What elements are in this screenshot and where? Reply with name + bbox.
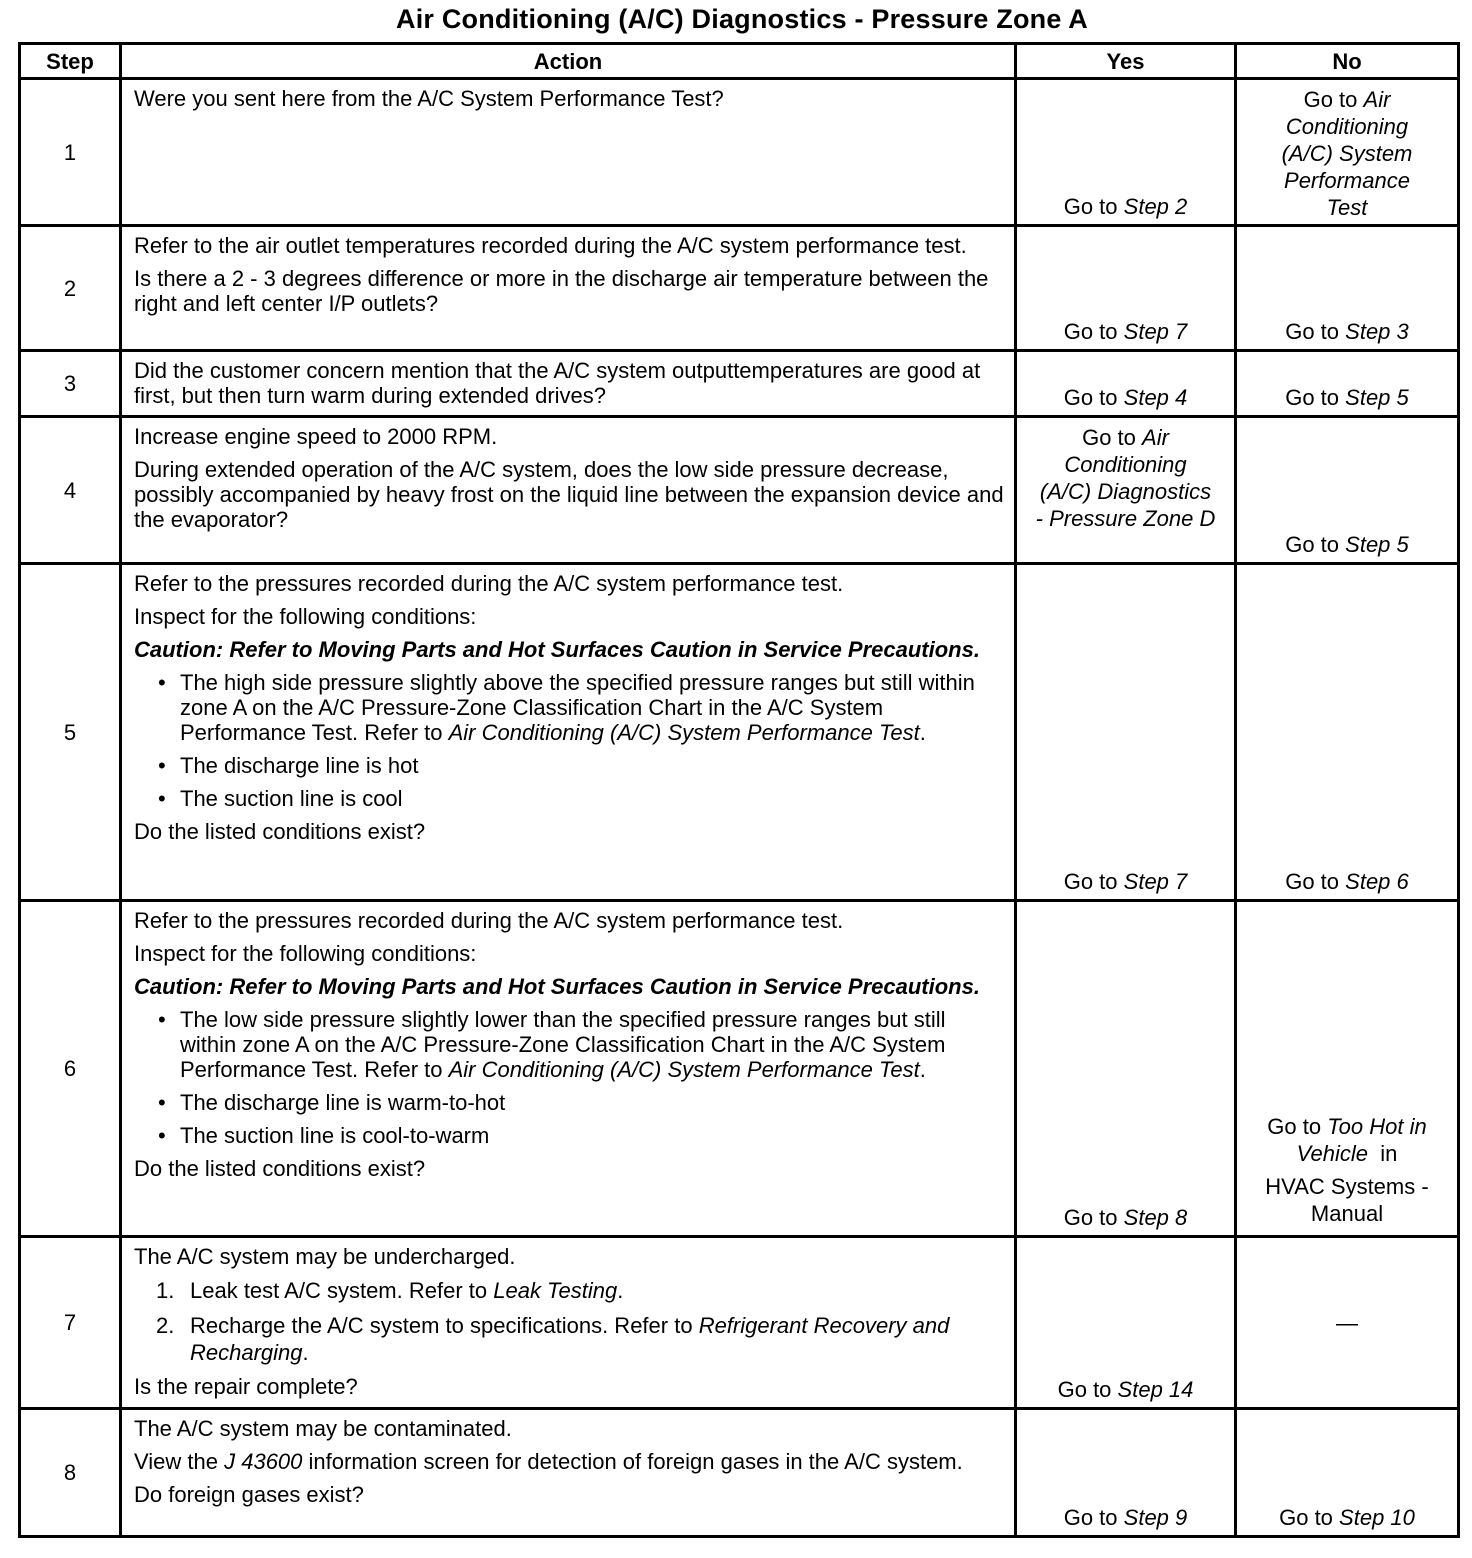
action-cell: [121, 351, 1016, 417]
action-text-part: information screen for detection of foreign gases in the A/C system.: [302, 1449, 963, 1474]
caution-text: Caution: Refer to Moving Parts and Hot Surfaces Caution: [134, 637, 738, 662]
yes-link-line: (A/C) Diagnostics: [1039, 479, 1212, 504]
tool-link[interactable]: J 43600: [224, 1449, 303, 1474]
no-text: in: [1380, 1141, 1398, 1166]
go-to-text: Go to: [1063, 1505, 1118, 1530]
yes-link-line: Conditioning: [1064, 452, 1187, 477]
go-to-text: Go to: [1267, 1114, 1322, 1139]
reference-link[interactable]: Refrigerant Recovery and Recharging: [190, 1313, 950, 1365]
action-text: Increase engine speed to 2000 RPM.: [134, 424, 498, 449]
action-question: During extended operation of the A/C system, does the low side pressure decrease, possibly accompanied by heavy frost on the liquid line between the expansion device and the evaporator?: [134, 457, 1004, 532]
procedure-list: [134, 1277, 1004, 1366]
go-to-text: Go to: [1082, 425, 1136, 450]
list-item: 2. Recharge the A/C system to specifications. Refer to Refrigerant Recovery and Recharging.: [156, 1313, 950, 1365]
no-link-line: Conditioning: [1285, 114, 1409, 139]
action-question: Do the listed conditions exist?: [134, 819, 426, 844]
no-link[interactable]: Step 5: [1345, 385, 1409, 410]
table-row-step-8: [20, 1409, 1459, 1537]
no-column-header: No: [1236, 44, 1459, 79]
no-link[interactable]: Step 10: [1339, 1505, 1415, 1530]
condition-list: [134, 1007, 1004, 1148]
step-number: 1: [20, 79, 121, 226]
no-cell: [1236, 226, 1459, 351]
step-number: 4: [20, 417, 121, 564]
step-number: 7: [20, 1237, 121, 1409]
table-row-step-6: [20, 901, 1459, 1237]
page-title: Air Conditioning (A/C) Diagnostics - Pressure Zone A: [396, 4, 1088, 34]
go-to-text: Go to: [1063, 869, 1118, 894]
action-text: The A/C system may be undercharged.: [134, 1244, 516, 1269]
list-number: 2.: [156, 1313, 175, 1338]
go-to-text: Go to: [1285, 319, 1340, 344]
action-cell: [121, 417, 1016, 564]
action-text: The A/C system may be contaminated.: [134, 1416, 512, 1441]
list-item-text: The low side pressure slightly lower than the specified pressure ranges but still within zone A on the A/C Pressure-Zone Classification Chart in the A/C System Performance Test. Refer to: [180, 1007, 946, 1082]
no-cell: [1236, 79, 1459, 226]
go-to-text: Go to: [1057, 1377, 1112, 1402]
yes-cell: [1016, 226, 1236, 351]
step-number: 8: [20, 1409, 121, 1537]
action-cell: [121, 901, 1016, 1237]
go-to-text: Go to: [1063, 385, 1118, 410]
no-text: Manual: [1310, 1201, 1384, 1226]
list-item: • The low side pressure slightly lower than the specified pressure ranges but still within zone A on the A/C Pressure-Zone Classification Chart in the A/C System Performance Test. Refer to Air Conditioning (A/C) System Performance Test.: [134, 1007, 1004, 1082]
no-link-line: Performance: [1284, 168, 1410, 193]
no-link[interactable]: Vehicle: [1296, 1141, 1368, 1166]
reference-link[interactable]: Air Conditioning (A/C) System Performance Test: [448, 1057, 920, 1082]
list-item: 1. Leak test A/C system. Refer to Leak Testing.: [156, 1278, 624, 1303]
diagnostic-table: [18, 42, 1460, 1538]
action-column-header: Action: [121, 44, 1016, 79]
no-link-line: (A/C) System: [1281, 141, 1413, 166]
go-to-text: Go to: [1285, 869, 1340, 894]
action-text: Refer to the air outlet temperatures recorded during the A/C system performance test.: [134, 233, 967, 258]
list-item: • The suction line is cool-to-warm: [134, 1123, 1004, 1148]
no-cell: [1236, 1409, 1459, 1537]
reference-link[interactable]: Leak Testing: [493, 1278, 618, 1303]
table-row-step-4: [20, 417, 1459, 564]
yes-link[interactable]: Step 7: [1123, 869, 1188, 894]
action-question: Do foreign gases exist?: [134, 1482, 364, 1507]
action-text: Refer to the pressures recorded during the A/C system performance test.: [134, 908, 844, 933]
go-to-text: Go to: [1063, 1205, 1118, 1230]
action-text: Inspect for the following conditions:: [134, 941, 477, 966]
go-to-text: Go to: [1063, 194, 1118, 219]
no-link[interactable]: Step 6: [1345, 869, 1409, 894]
no-link-line: Air: [1363, 87, 1391, 112]
list-item: • The suction line is cool: [134, 786, 1004, 811]
yes-cell: [1016, 79, 1236, 226]
yes-link[interactable]: Step 8: [1123, 1205, 1188, 1230]
caution-note: [134, 974, 1004, 999]
go-to-text: Go to: [1285, 532, 1340, 557]
action-text: Inspect for the following conditions:: [134, 604, 477, 629]
go-to-text: Go to: [1285, 385, 1340, 410]
no-dash: —: [1336, 1310, 1358, 1335]
action-text: [134, 1449, 1004, 1474]
go-to-text: Go to: [1279, 1505, 1333, 1530]
list-number: 1.: [156, 1278, 175, 1303]
caution-link[interactable]: Service Precautions.: [763, 637, 980, 662]
reference-link[interactable]: Air Conditioning (A/C) System Performance Test: [448, 720, 920, 745]
step-number: 6: [20, 901, 121, 1237]
no-link[interactable]: [1237, 86, 1457, 221]
list-item: • The high side pressure slightly above the specified pressure ranges but still within zone A on the A/C Pressure-Zone Classification Chart in the A/C System Performance Test. Refer to Air Conditioning (A/C) System Performance Test.: [134, 670, 1004, 745]
table-row-step-5: [20, 564, 1459, 901]
go-to-text: Go to: [1063, 319, 1118, 344]
no-cell: [1236, 901, 1459, 1237]
no-link-line: Test: [1326, 195, 1368, 220]
table-row-step-3: [20, 351, 1459, 417]
caution-text: Caution: Refer to Moving Parts and Hot Surfaces Caution: [134, 974, 738, 999]
action-text: Refer to the pressures recorded during the A/C system performance test.: [134, 571, 844, 596]
yes-cell: [1016, 901, 1236, 1237]
action-question: Were you sent here from the A/C System Performance Test?: [134, 86, 724, 111]
step-number: 2: [20, 226, 121, 351]
action-cell: [121, 79, 1016, 226]
yes-link[interactable]: Step 9: [1123, 1505, 1188, 1530]
yes-link[interactable]: Step 14: [1117, 1377, 1194, 1402]
action-question: Is there a 2 - 3 degrees difference or more in the discharge air temperature between the right and left center I/P outlets?: [134, 266, 989, 316]
action-text-part: View the: [134, 1449, 225, 1474]
no-link[interactable]: Step 3: [1345, 319, 1409, 344]
yes-link[interactable]: Step 4: [1123, 385, 1188, 410]
caution-link[interactable]: Service Precautions.: [763, 974, 980, 999]
no-link[interactable]: Step 5: [1345, 532, 1409, 557]
table-row-step-2: [20, 226, 1459, 351]
list-item: • The discharge line is hot: [134, 753, 1004, 778]
yes-cell: [1016, 1237, 1236, 1409]
no-cell: [1236, 417, 1459, 564]
yes-link[interactable]: Step 2: [1123, 194, 1188, 219]
no-link[interactable]: Too Hot in: [1327, 1114, 1427, 1139]
step-number: 3: [20, 351, 121, 417]
list-item-text: Leak test A/C system. Refer to: [190, 1278, 494, 1303]
yes-link[interactable]: [1017, 424, 1234, 532]
no-cell: [1236, 1237, 1459, 1409]
action-question: Did the customer concern mention that the A/C system outputtemperatures are good at first, but then turn warm during extended drives?: [134, 358, 981, 408]
yes-cell: [1016, 564, 1236, 901]
step-number: 5: [20, 564, 121, 901]
caution-text: in: [737, 974, 764, 999]
go-to-text: Go to: [1303, 87, 1358, 112]
action-cell: [121, 1409, 1016, 1537]
yes-link-line: Air: [1142, 425, 1169, 450]
list-item: • The discharge line is warm-to-hot: [134, 1090, 1004, 1115]
yes-cell: [1016, 417, 1236, 564]
no-cell: [1236, 564, 1459, 901]
list-item-text: The high side pressure slightly above the specified pressure ranges but still within zone A on the A/C Pressure-Zone Classification Chart in the A/C System Performance Test. Refer to: [180, 670, 975, 745]
no-text: HVAC Systems -: [1265, 1174, 1429, 1199]
no-cell: [1236, 351, 1459, 417]
table-row-step-1: [20, 79, 1459, 226]
list-item-text: Recharge the A/C system to specifications. Refer to: [190, 1313, 699, 1338]
action-cell: [121, 226, 1016, 351]
action-question: Do the listed conditions exist?: [134, 1156, 426, 1181]
yes-link-line: - Pressure Zone D: [1035, 506, 1216, 531]
table-row-step-7: [20, 1237, 1459, 1409]
condition-list: [134, 670, 1004, 811]
yes-cell: [1016, 1409, 1236, 1537]
yes-link[interactable]: Step 7: [1123, 319, 1188, 344]
step-column-header: Step: [20, 44, 121, 79]
header-row: [20, 44, 1459, 79]
yes-column-header: Yes: [1016, 44, 1236, 79]
action-cell: [121, 1237, 1016, 1409]
yes-cell: [1016, 351, 1236, 417]
caution-note: [134, 637, 1004, 662]
action-cell: [121, 564, 1016, 901]
caution-text: in: [737, 637, 764, 662]
action-question: Is the repair complete?: [134, 1374, 358, 1399]
